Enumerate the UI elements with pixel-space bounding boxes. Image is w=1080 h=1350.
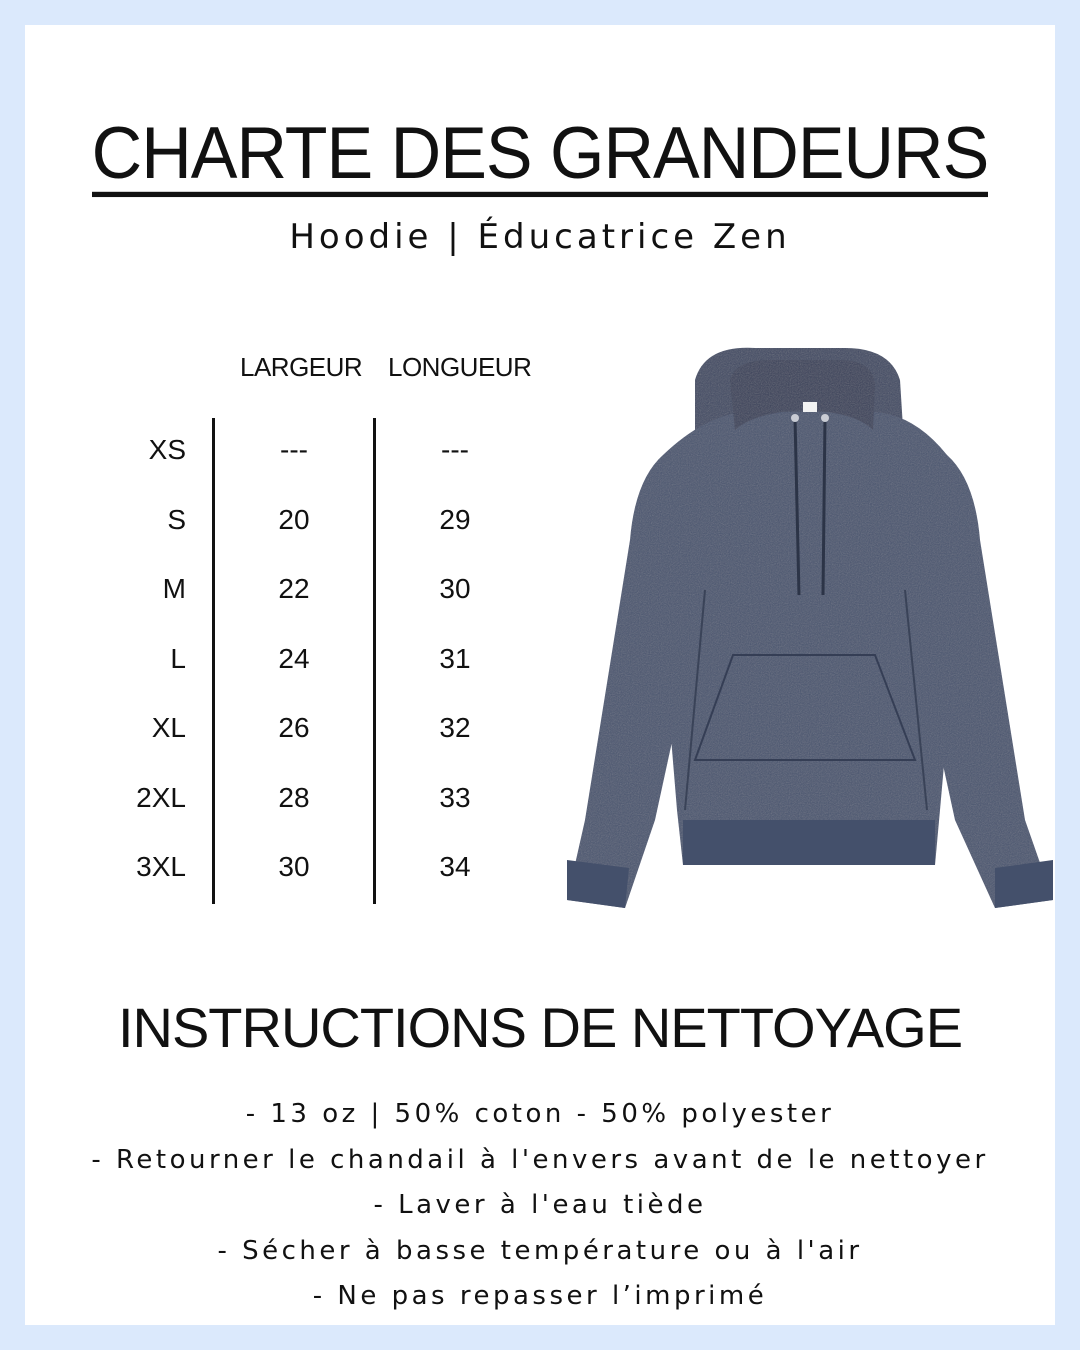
size-label: L <box>170 642 186 674</box>
size-row <box>25 712 545 762</box>
column-header-longueur: LONGUEUR <box>388 352 532 382</box>
column-header-largeur: LARGEUR <box>240 352 363 382</box>
width-value: --- <box>280 434 308 465</box>
size-label: 3XL <box>136 851 186 882</box>
instruction-item: - Ne pas repasser l’imprimé <box>312 1281 768 1311</box>
width-value: 28 <box>278 781 310 813</box>
length-value: --- <box>441 434 469 465</box>
instruction-item: - 13 oz | 50% coton - 50% polyester <box>245 1099 835 1129</box>
width-value: 20 <box>278 503 310 535</box>
page-subtitle: Hoodie | Éducatrice Zen <box>289 217 791 257</box>
hoodie-illustration <box>555 340 1065 920</box>
size-row <box>25 643 545 693</box>
instruction-item: - Sécher à basse température ou à l'air <box>217 1235 863 1266</box>
size-chart-card <box>25 25 1055 1325</box>
size-row <box>25 573 545 623</box>
size-row <box>25 782 545 832</box>
length-value: 31 <box>439 642 471 674</box>
size-row <box>25 434 545 484</box>
size-label: M <box>162 573 186 604</box>
length-value: 30 <box>439 573 471 604</box>
size-label: XS <box>148 434 186 465</box>
instructions-list <box>25 1095 1055 1323</box>
length-value: 29 <box>439 503 471 535</box>
instruction-item: - Laver à l'eau tiède <box>373 1190 707 1220</box>
size-row <box>25 504 545 554</box>
size-label: S <box>167 503 186 535</box>
instructions-title: INSTRUCTIONS DE NETTOYAGE <box>117 996 963 1059</box>
length-value: 32 <box>439 712 471 743</box>
width-value: 30 <box>278 851 310 882</box>
width-value: 26 <box>278 712 310 743</box>
instruction-item: - Retourner le chandail à l'envers avant de le nettoyer <box>91 1144 989 1175</box>
width-value: 22 <box>278 573 310 604</box>
size-row <box>25 851 545 901</box>
length-value: 34 <box>439 851 471 882</box>
width-value: 24 <box>278 642 310 674</box>
size-label: 2XL <box>136 781 186 813</box>
length-value: 33 <box>439 781 471 813</box>
size-label: XL <box>151 712 186 743</box>
page-title: CHARTE DES GRANDEURS <box>25 111 1055 197</box>
